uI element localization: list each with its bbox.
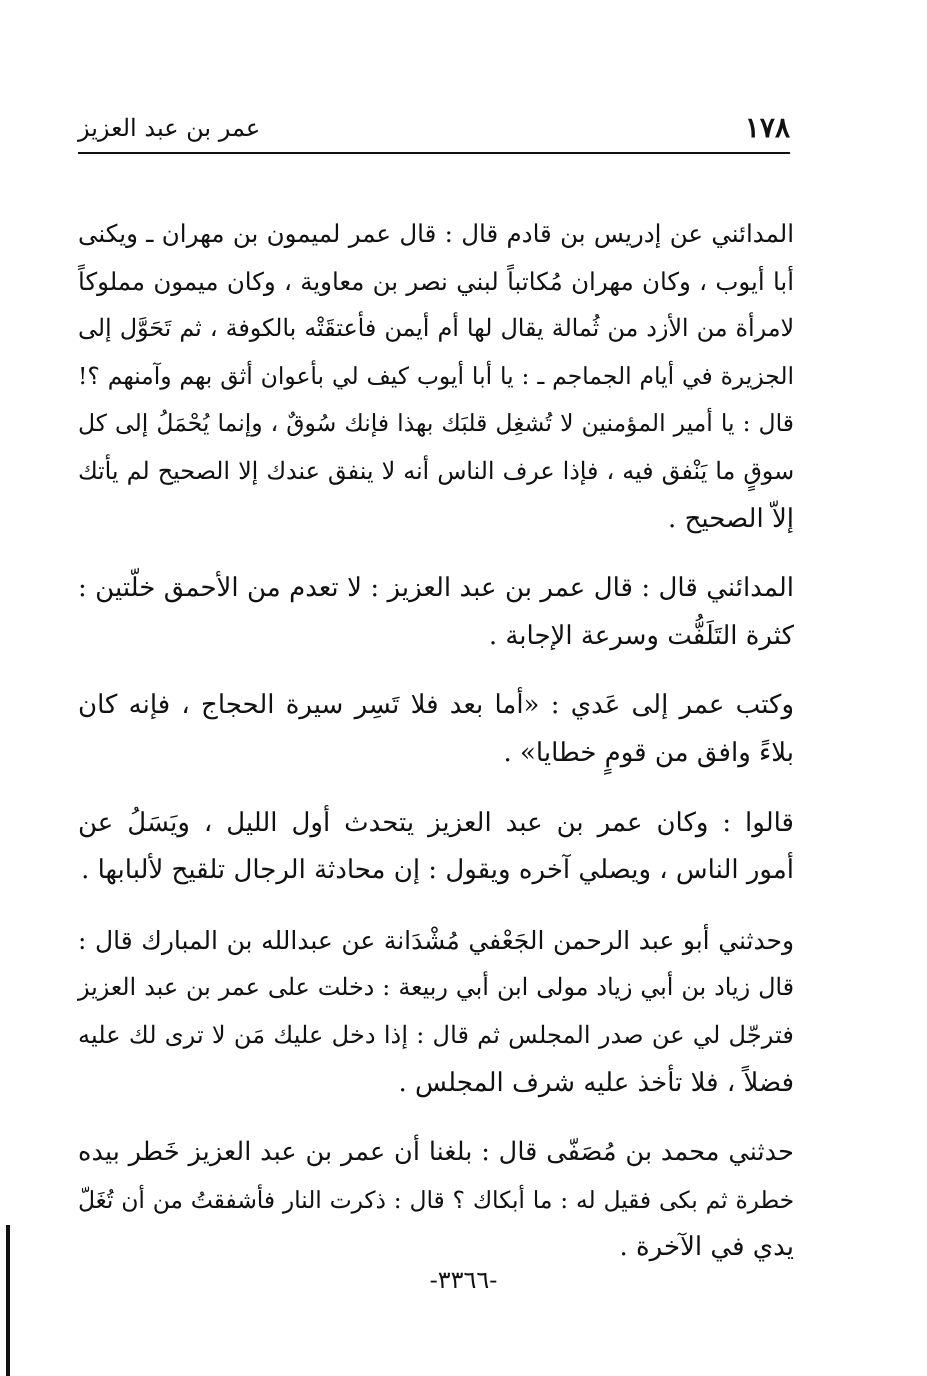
text-line: خطرة ثم بكى فقيل له : ما أبكاك ؟ قال : ذكرت النار فأشفقتُ من أن تُغَلّ <box>78 1186 794 1214</box>
text-line: وكتب عمر إلى عَدي : «أما بعد فلا تَسِر سيرة الحجاج ، فإنه كان <box>78 690 794 721</box>
page-number: ١٧٨ <box>744 111 790 144</box>
text-line: بلاءً وافق من قومٍ خطايا» . <box>503 737 794 768</box>
paragraph <box>78 917 794 1107</box>
paragraph <box>78 210 794 543</box>
text-line: فضلاً ، فلا تأخذ عليه شرف المجلس . <box>398 1067 794 1098</box>
paragraph <box>78 565 794 660</box>
paragraph <box>78 800 794 895</box>
text-line: كثرة التَلَفُّت وسرعة الإجابة . <box>488 620 794 651</box>
text-line: يدي في الآخرة . <box>619 1232 794 1263</box>
text-line: وحدثني أبو عبد الرحمن الجَعْفي مُشْدَانة عن عبدالله بن المبارك قال : <box>78 925 794 955</box>
page-marker: -٣٣٦٦- <box>429 1266 498 1294</box>
scan-edge-mark <box>6 1225 10 1376</box>
text-line: قالوا : وكان عمر بن عبد العزيز يتحدث أول الليل ، ويَسَلُ عن <box>78 807 794 838</box>
text-line: أمور الناس ، ويصلي آخره ويقول : إن محادثة الرجال تلقيح لألبابها . <box>81 855 794 886</box>
paragraph <box>78 682 794 777</box>
text-line: الجزيرة في أيام الجماجم ـ : يا أبا أيوب كيف لي بأعوان أثق بهم وآمنهم ؟! <box>78 361 794 390</box>
text-line: المدائني قال : قال عمر بن عبد العزيز : لا تعدم من الأحمق خلّتين : <box>78 573 794 604</box>
text-line: أبا أيوب ، وكان مهران مُكاتباً لبني نصر بن معاوية ، وكان ميمون مملوكاً <box>78 266 794 296</box>
text-line: قال زياد بن أبي زياد مولى ابن أبي ربيعة : دخلت على عمر بن عبد العزيز <box>78 973 794 1002</box>
running-title: عمر بن عبد العزيز <box>78 114 261 142</box>
text-line: حدثني محمد بن مُصَفّى قال : بلغنا أن عمر بن عبد العزيز خَطر بيده <box>78 1137 794 1168</box>
paragraph <box>78 1129 794 1272</box>
text-line: إلاّ الصحيح . <box>668 503 794 534</box>
page-footer <box>0 1262 927 1298</box>
text-line: فترجّل لي عن صدر المجلس ثم قال : إذا دخل عليك مَن لا ترى لك عليه <box>78 1020 794 1049</box>
body-text <box>78 210 794 1294</box>
text-line: المدائني عن إدريس بن قادم قال : قال عمر لميمون بن مهران ـ ويكنى <box>78 219 794 248</box>
text-line: قال : يا أمير المؤمنين لا تُشغِل قلبَك بهذا فإنك سُوقٌ ، وإنما يُحْمَلُ إلى كل <box>78 409 794 438</box>
text-line: لامرأة من الأزد من ثُمالة يقال لها أم أيمن فأعتقَتْه بالكوفة ، ثم تَحَوَّل إلى <box>78 314 794 343</box>
text-line: سوقٍ ما يَنْفق فيه ، فإذا عرف الناس أنه لا ينفق عندك إلا الصحيح لم يأتك <box>78 456 794 485</box>
page-header <box>78 108 790 154</box>
